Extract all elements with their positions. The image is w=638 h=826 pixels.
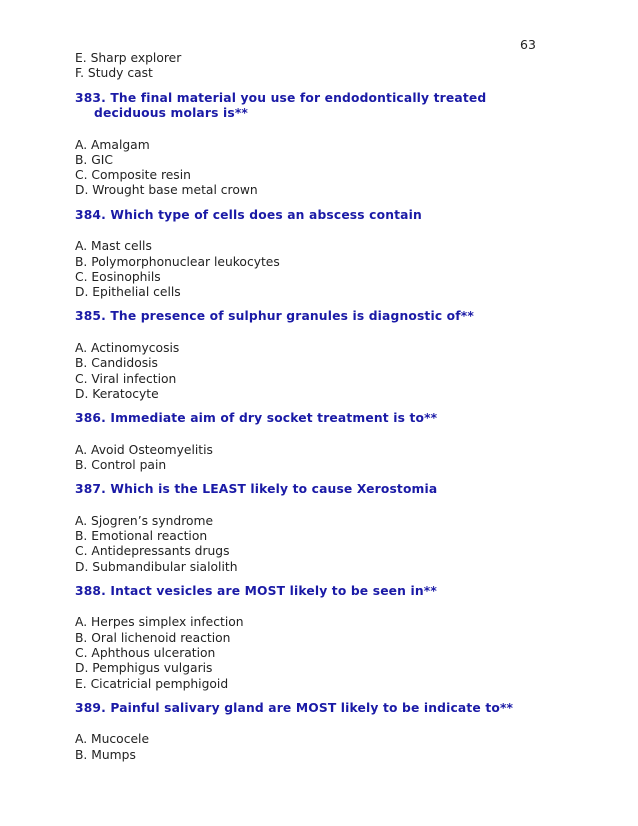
option-item: D. Submandibular sialolith <box>75 559 238 574</box>
question-388 <box>75 584 575 600</box>
question-389 <box>75 701 575 717</box>
option-item: A. Sjogren’s syndrome <box>75 513 214 528</box>
question-384 <box>75 208 575 224</box>
question-text-continued: deciduous molars is** <box>94 106 248 121</box>
option-item: B. Mumps <box>75 747 136 762</box>
option-item: C. Viral infection <box>75 371 177 386</box>
option-item: A. Amalgam <box>75 137 150 152</box>
question-text: 389. Painful salivary gland are MOST likely to be indicate to** <box>75 700 514 715</box>
option-item: F. Study cast <box>75 66 153 81</box>
option-item: C. Aphthous ulceration <box>75 646 216 661</box>
option-item: D. Epithelial cells <box>75 285 181 300</box>
question-text: 384. Which type of cells does an abscess contain <box>75 207 422 222</box>
question-383 <box>75 91 575 122</box>
option-item: C. Eosinophils <box>75 269 161 284</box>
page-number: 63 <box>520 37 536 52</box>
question-387 <box>75 482 575 498</box>
option-item: B. Emotional reaction <box>75 529 208 544</box>
option-item: D. Pemphigus vulgaris <box>75 661 213 676</box>
option-item: B. Oral lichenoid reaction <box>75 630 231 645</box>
question-385 <box>75 309 575 325</box>
question-text: 386. Immediate aim of dry socket treatment is to** <box>75 411 438 426</box>
option-item: A. Avoid Osteomyelitis <box>75 442 213 457</box>
option-item: E. Sharp explorer <box>75 51 182 65</box>
question-text: 385. The presence of sulphur granules is diagnostic of** <box>75 309 474 324</box>
option-item: D. Wrought base metal crown <box>75 183 258 198</box>
option-item: E. Cicatricial pemphigoid <box>75 676 229 691</box>
option-item: B. Polymorphonuclear leukocytes <box>75 254 280 269</box>
question-text: 387. Which is the LEAST likely to cause Xerostomia <box>75 482 438 497</box>
document-body <box>75 51 575 763</box>
option-item: C. Composite resin <box>75 168 191 183</box>
option-item: A. Mucocele <box>75 732 150 747</box>
question-text: 383. The final material you use for endodontically treated <box>75 90 487 105</box>
option-item: A. Herpes simplex infection <box>75 615 244 630</box>
option-item: B. Control pain <box>75 457 167 472</box>
option-item: A. Actinomycosis <box>75 340 180 355</box>
question-386 <box>75 411 575 427</box>
option-item: B. Candidosis <box>75 356 158 371</box>
option-item: C. Antidepressants drugs <box>75 544 230 559</box>
option-item: A. Mast cells <box>75 239 152 254</box>
question-text: 388. Intact vesicles are MOST likely to be seen in** <box>75 583 437 598</box>
option-item: B. GIC <box>75 152 113 167</box>
option-item: D. Keratocyte <box>75 386 159 401</box>
